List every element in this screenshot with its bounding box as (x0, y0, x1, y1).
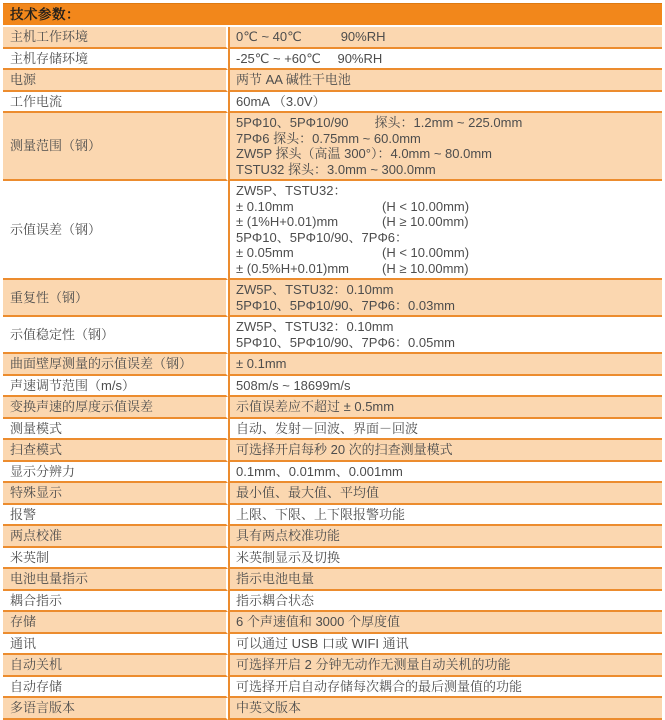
spec-value (228, 462, 662, 484)
spec-value (228, 698, 662, 720)
table-row (3, 526, 662, 548)
spec-value-line (236, 261, 654, 277)
specs-table (3, 27, 662, 720)
table-row (3, 698, 662, 720)
spec-label: 通讯 (3, 634, 228, 656)
spec-value-line: 可选择开启 2 分钟无动作无测量自动关机的功能 (236, 657, 511, 672)
spec-value-line: 自动、发射－回波、界面－回波 (236, 420, 419, 436)
table-row (3, 591, 662, 613)
spec-value-line: 两节 AA 碱性干电池 (236, 72, 351, 87)
spec-value (228, 591, 662, 613)
spec-value-line: 指示电池电量 (236, 571, 315, 586)
spec-value (228, 92, 662, 114)
spec-label: 测量模式 (3, 419, 228, 441)
spec-value-line: 可选择开启自动存储每次耦合的最后测量值的功能 (236, 678, 523, 694)
table-row (3, 440, 662, 462)
spec-value (228, 612, 662, 634)
spec-label: 米英制 (3, 548, 228, 570)
spec-value-line: TSTU32 探头：3.0mm ~ 300.0mm (236, 161, 436, 177)
table-row (3, 634, 662, 656)
spec-label: 变换声速的厚度示值误差 (3, 397, 228, 419)
spec-value (228, 569, 662, 591)
spec-value-line: 0.1mm、0.01mm、0.001mm (236, 463, 403, 479)
spec-label: 测量范围（钢） (3, 113, 228, 181)
spec-label: 工作电流 (3, 92, 228, 114)
specs-table-body (3, 27, 662, 720)
spec-value (228, 505, 662, 527)
spec-label: 示值稳定性（钢） (3, 317, 228, 354)
table-row (3, 483, 662, 505)
spec-value (228, 317, 662, 354)
spec-value (228, 397, 662, 419)
spec-label: 示值误差（钢） (3, 181, 228, 280)
spec-label: 电源 (3, 70, 228, 92)
spec-value (228, 70, 662, 92)
spec-value-segment: ± (1%H+0.01)mm (236, 214, 339, 229)
spec-label: 两点校准 (3, 526, 228, 548)
spec-value-line: ZW5P、TSTU32：0.10mm (236, 319, 394, 334)
spec-value (228, 483, 662, 505)
table-row (3, 419, 662, 441)
table-row (3, 376, 662, 398)
spec-value (228, 280, 662, 317)
spec-value-line: 5PΦ10、5PΦ10/90、7PΦ6：0.05mm (236, 334, 456, 350)
table-row (3, 354, 662, 376)
table-row (3, 505, 662, 527)
spec-value-line: 60mA （3.0V） (236, 93, 326, 109)
spec-value (228, 49, 662, 71)
table-row (3, 181, 662, 280)
spec-label: 主机工作环境 (3, 27, 228, 49)
spec-label: 存储 (3, 612, 228, 634)
table-row (3, 92, 662, 114)
table-row (3, 113, 662, 181)
spec-value (228, 655, 662, 677)
spec-label: 特殊显示 (3, 483, 228, 505)
spec-value (228, 440, 662, 462)
spec-value (228, 634, 662, 656)
spec-value-segment: ± 0.05mm (236, 245, 294, 260)
table-row (3, 655, 662, 677)
spec-value-segment: (H ≥ 10.00mm) (382, 260, 469, 276)
spec-value-segment: (H < 10.00mm) (382, 198, 470, 214)
spec-label: 曲面壁厚测量的示值误差（钢） (3, 354, 228, 376)
spec-value-segment: ± (0.5%H+0.01)mm (236, 260, 349, 276)
spec-value-line: 5PΦ10、5PΦ10/90、7PΦ6：0.03mm (236, 297, 456, 313)
spec-value (228, 354, 662, 376)
spec-value-line: 5PΦ10、5PΦ10/90 探头：1.2mm ~ 225.0mm (236, 115, 523, 130)
table-row (3, 317, 662, 354)
table-row (3, 280, 662, 317)
table-row (3, 548, 662, 570)
table-row (3, 27, 662, 49)
spec-value-line: -25℃ ~ +60℃ 90%RH (236, 50, 383, 66)
spec-value-line: 指示耦合状态 (236, 592, 315, 608)
spec-label: 扫查模式 (3, 440, 228, 462)
spec-label: 自动关机 (3, 655, 228, 677)
table-row (3, 462, 662, 484)
spec-label: 耦合指示 (3, 591, 228, 613)
spec-value-line: 具有两点校准功能 (236, 528, 341, 543)
spec-value (228, 113, 662, 181)
spec-value (228, 548, 662, 570)
spec-value-segment: ± 0.10mm (236, 198, 294, 214)
spec-value (228, 419, 662, 441)
spec-value-line: 5PΦ10、5PΦ10/90、7PΦ6： (236, 229, 409, 245)
table-title: 技术参数： (3, 3, 662, 25)
table-row (3, 397, 662, 419)
spec-label: 报警 (3, 505, 228, 527)
spec-value-line: 中英文版本 (236, 700, 302, 715)
spec-label: 主机存储环境 (3, 49, 228, 71)
spec-label: 声速调节范围（m/s） (3, 376, 228, 398)
spec-value-line: 可以通过 USB 口或 WIFI 通讯 (236, 635, 409, 651)
table-row (3, 70, 662, 92)
spec-value (228, 677, 662, 699)
table-row (3, 677, 662, 699)
spec-label: 显示分辨力 (3, 462, 228, 484)
spec-value-line: 最小值、最大值、平均值 (236, 485, 380, 500)
spec-value-line: 上限、下限、上下限报警功能 (236, 506, 406, 522)
spec-value-line: 米英制显示及切换 (236, 549, 341, 565)
spec-value (228, 27, 662, 49)
spec-value-line: ZW5P 探头（高温 300°）：4.0mm ~ 80.0mm (236, 146, 492, 161)
spec-label: 多语言版本 (3, 698, 228, 720)
spec-value-line: ± 0.1mm (236, 356, 287, 371)
spec-value-line (236, 199, 654, 215)
spec-value-line: 可选择开启每秒 20 次的扫查测量模式 (236, 442, 453, 457)
spec-label: 电池电量指示 (3, 569, 228, 591)
table-row (3, 49, 662, 71)
spec-value-line (236, 245, 654, 261)
spec-value-line (236, 214, 654, 230)
table-row (3, 569, 662, 591)
spec-value-segment: (H ≥ 10.00mm) (382, 214, 469, 229)
spec-value-line: 0℃ ~ 40℃ 90%RH (236, 29, 386, 44)
spec-value (228, 181, 662, 280)
spec-value-segment: (H < 10.00mm) (382, 245, 470, 260)
spec-value (228, 376, 662, 398)
spec-value-line: 示值误差应不超过 ± 0.5mm (236, 399, 395, 414)
spec-value (228, 526, 662, 548)
spec-label: 重复性（钢） (3, 280, 228, 317)
table-row (3, 612, 662, 634)
spec-value-line: 6 个声速值和 3000 个厚度值 (236, 614, 400, 629)
spec-value-line: ZW5P、TSTU32： (236, 183, 347, 198)
spec-value-line: 7PΦ6 探头：0.75mm ~ 60.0mm (236, 130, 421, 146)
spec-value-line: ZW5P、TSTU32：0.10mm (236, 282, 394, 297)
spec-label: 自动存储 (3, 677, 228, 699)
spec-value-line: 508m/s ~ 18699m/s (236, 377, 351, 393)
